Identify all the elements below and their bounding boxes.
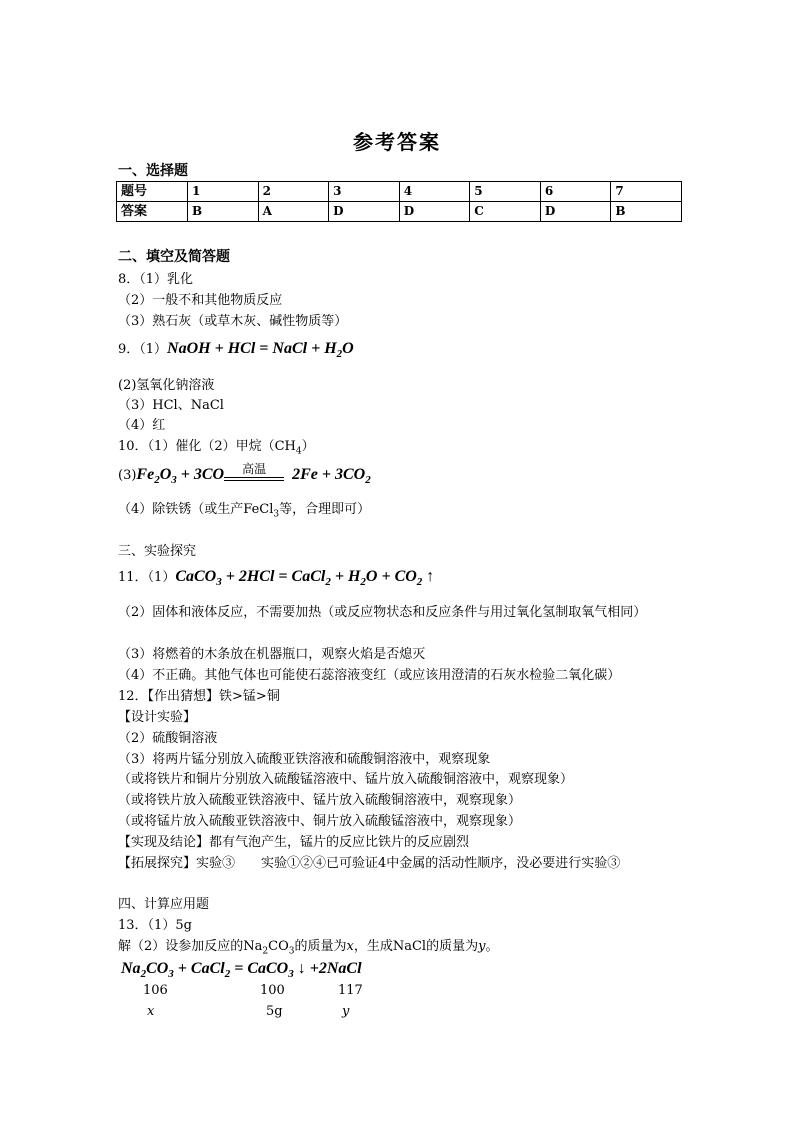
q12-alt2: （或将铁片放入硫酸亚铁溶液中、锰片放入硫酸铜溶液中，观察现象） xyxy=(118,793,522,808)
answer-value: D xyxy=(540,202,611,222)
q12-line2: （2）硫酸铜溶液 xyxy=(118,731,218,746)
answer-value: A xyxy=(258,202,329,222)
q13-line1: 13．（1）5g xyxy=(118,918,192,933)
q11-formula: CaCO$_3$ + 2HCl = CaCl$_2$ + $H_2O + CO_2$ ↑ xyxy=(175,568,435,589)
section4-heading: 四、计算应用题 xyxy=(118,897,210,912)
q10-equation-line xyxy=(118,460,371,486)
answer-table xyxy=(116,181,682,222)
q13-text-f: ，生成NaCl的质量为 xyxy=(353,939,479,954)
q9-formula: NaOH + HCl = NaCl + $H_2O$ xyxy=(167,340,354,361)
q8-line3: （3）熟石灰（或草木灰、碱性物质等） xyxy=(118,314,348,329)
section2-heading: 二、填空及简答题 xyxy=(118,249,230,265)
q12-line3: （3）将两片锰分别放入硫酸亚铁溶液和硫酸铜溶液中，观察现象 xyxy=(118,752,491,767)
question-number: 7 xyxy=(611,182,682,202)
q11-line2: （2）固体和液体反应，不需要加热（或反应物状态和反应条件与用过氧化氢制取氧气相同） xyxy=(118,605,647,620)
question-number: 4 xyxy=(399,182,470,202)
q12-alt3: （或将锰片放入硫酸亚铁溶液中、铜片放入硫酸锰溶液中，观察现象） xyxy=(118,814,522,829)
q10-line4 xyxy=(118,498,370,520)
q13-text-a: 解（2）设参加反应的Na xyxy=(118,939,263,954)
molar-mass-na2co3: 106 xyxy=(143,983,168,998)
q9-equation-line xyxy=(118,338,354,360)
q10-prefix: (3) xyxy=(118,468,137,483)
q12-line1: 12．【作出猜想】铁>锰>铜 xyxy=(118,689,280,704)
q10-line1-sub: 4 xyxy=(295,446,302,457)
unknown-y: y xyxy=(342,1004,350,1019)
row-label-answer: 答案 xyxy=(117,202,188,222)
q10-formula-right: $2Fe + 3CO_2$ xyxy=(292,466,371,487)
q10-line1-end: ） xyxy=(301,439,315,454)
q13-line2 xyxy=(118,935,498,957)
q11-prefix: 11．（1） xyxy=(118,570,176,585)
answer-value: B xyxy=(611,202,682,222)
table-row-questions xyxy=(117,182,682,202)
question-number: 6 xyxy=(540,182,611,202)
mass-caco3: 5g xyxy=(266,1004,283,1019)
section1-heading: 一、选择题 xyxy=(118,163,188,179)
q9-prefix: 9．（1） xyxy=(118,342,168,357)
answer-value: B xyxy=(188,202,259,222)
q10-line4-sub: 3 xyxy=(273,509,280,520)
q13-formula: $Na_2CO_3$ + CaCl$_2$ = CaCO$_3$ ↓ +2NaCl xyxy=(121,960,362,981)
answer-value: C xyxy=(470,202,541,222)
q8-line1: 8．（1）乳化 xyxy=(118,272,194,287)
q13-var-x: x xyxy=(346,939,354,954)
answer-value: D xyxy=(329,202,400,222)
molar-mass-nacl: 117 xyxy=(338,983,363,998)
row-label-question: 题号 xyxy=(117,182,188,202)
q10-line4-text: （4）除铁锈（或生产FeCl xyxy=(118,502,274,517)
section3-heading: 三、实验探究 xyxy=(118,544,197,559)
question-number: 5 xyxy=(470,182,541,202)
q12-design: 【设计实验】 xyxy=(118,710,197,725)
unknown-x: x xyxy=(147,1004,155,1019)
q9-line3: （3）HCl、NaCl xyxy=(118,398,224,413)
q8-line2: （2）一般不和其他物质反应 xyxy=(118,293,283,308)
q13-text-c: CO xyxy=(268,939,289,954)
q11-line4: （4）不正确。其他气体也可能使石蕊溶液变红（或应该用澄清的石灰水检验二氧化碳） xyxy=(118,668,621,683)
q12-result: 【实现及结论】都有气泡产生，锰片的反应比铁片的反应剧烈 xyxy=(118,835,470,850)
q13-sub-2: 2 xyxy=(262,946,269,957)
q10-line1 xyxy=(118,435,315,457)
reaction-condition: 高温 xyxy=(224,460,284,477)
page-title: 参考答案 xyxy=(353,130,441,154)
q13-var-y: y xyxy=(478,939,486,954)
q12-alt1: （或将铁片和铜片分别放入硫酸锰溶液中、锰片放入硫酸铜溶液中，观察现象） xyxy=(118,772,574,787)
table-row-answers xyxy=(117,202,682,222)
molar-mass-caco3: 100 xyxy=(260,983,285,998)
q13-text-e: 的质量为 xyxy=(294,939,347,954)
q11-equation-line xyxy=(118,566,434,588)
q9-line4: （4）红 xyxy=(118,418,166,433)
q11-line3: （3）将燃着的木条放在机器瓶口，观察火焰是否熄灭 xyxy=(118,647,426,662)
q9-line2: (2)氢氧化钠溶液 xyxy=(118,378,215,393)
q13-sub-3: 3 xyxy=(288,946,295,957)
question-number: 1 xyxy=(188,182,259,202)
question-number: 3 xyxy=(329,182,400,202)
answer-value: D xyxy=(399,202,470,222)
question-number: 2 xyxy=(258,182,329,202)
q10-line4-end: 等，合理即可） xyxy=(279,502,371,517)
q10-line1-text: 10．（1）催化（2）甲烷（CH xyxy=(118,439,296,454)
q12-extend: 【拓展探究】实验③ 实验①②④已可验证4中金属的活动性顺序，没必要进行实验③ xyxy=(118,856,621,871)
q10-formula-left: $Fe_2O_3 + 3CO$ xyxy=(136,466,225,487)
q13-text-g: 。 xyxy=(485,939,499,954)
